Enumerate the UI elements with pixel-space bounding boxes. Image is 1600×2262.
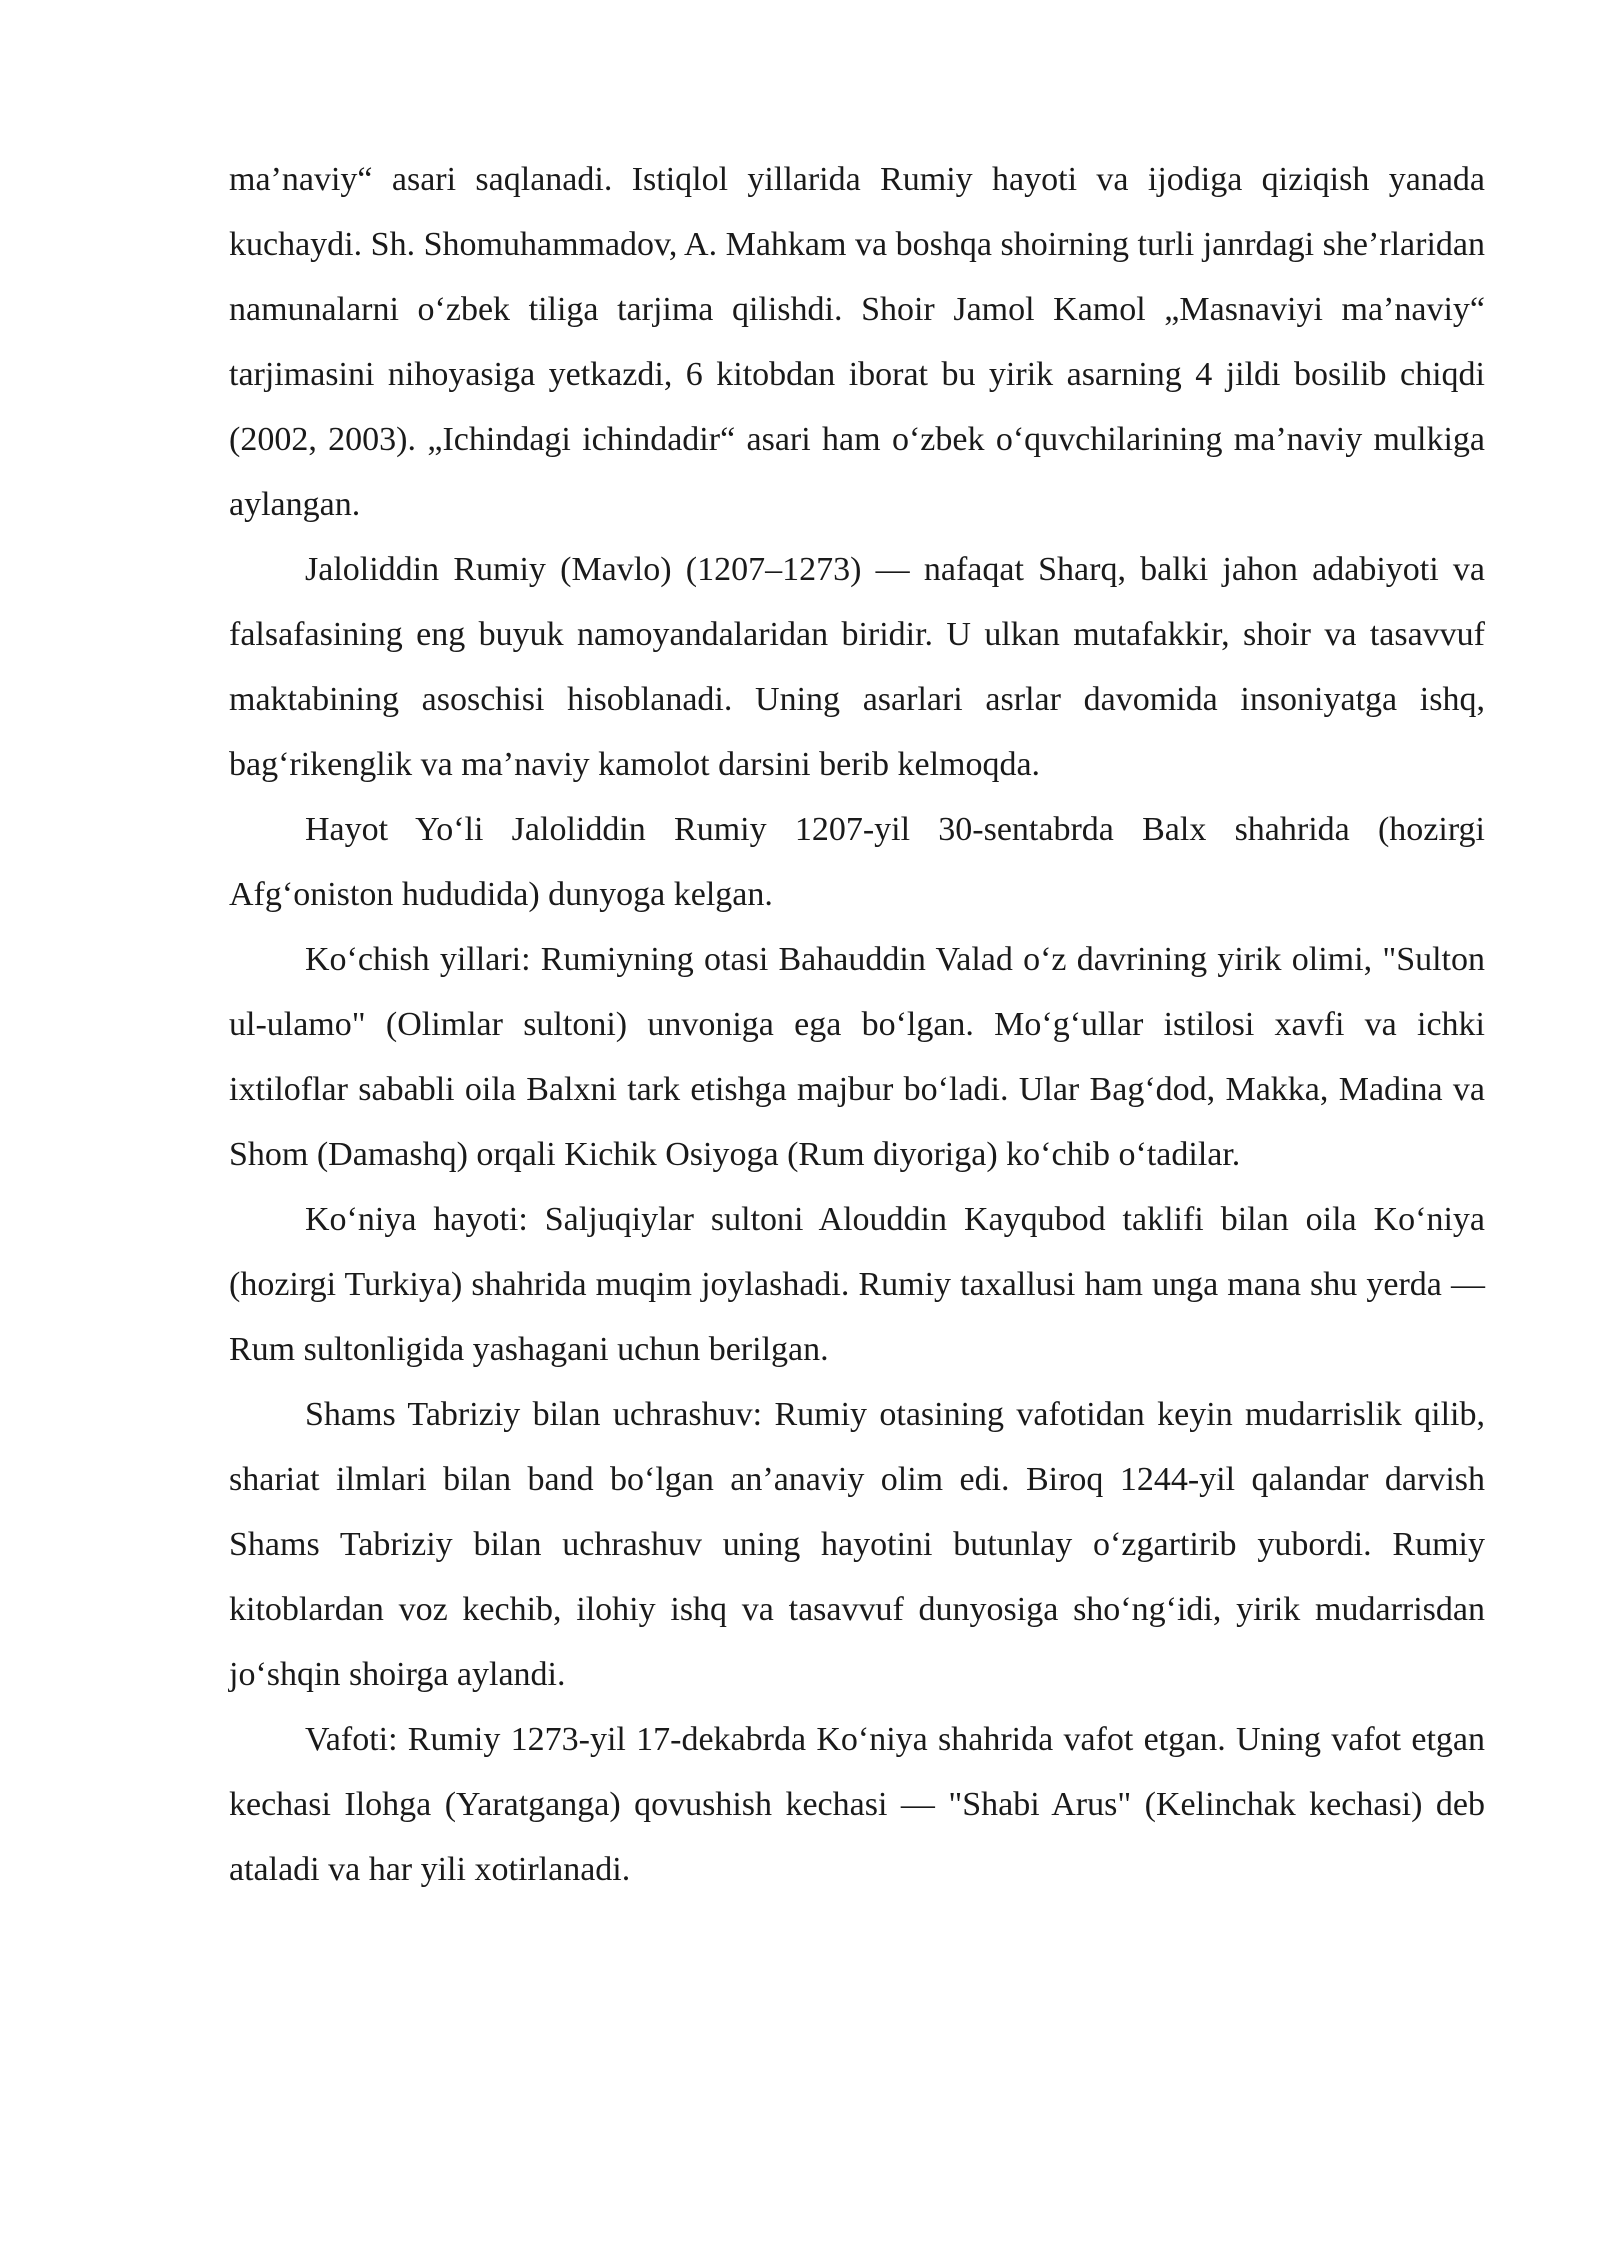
paragraph-shams-tabriziy: Shams Tabriziy bilan uchrashuv: Rumiy otasining vafotidan keyin mudarrislik qilib, shariat ilmlari bilan band bo‘lgan an’anaviy olim edi. Biroq 1244-yil qalandar darvish Shams Tabriziy bilan uchrashuv uning hayotini butunlay o‘zgartirib yubordi. Rumiy kitoblardan voz kechib, ilohiy ishq va tasavvuf dunyosiga sho‘ng‘idi, yirik mudarrisdan jo‘shqin shoirga aylandi. (229, 1396, 1485, 1693)
paragraph-rumiy-intro: Jaloliddin Rumiy (Mavlo) (1207–1273) — nafaqat Sharq, balki jahon adabiyoti va falsafasining eng buyuk namoyandalaridan biridir. U ulkan mutafakkir, shoir va tasavvuf maktabining asoschisi hisoblanadi. Uning asarlari asrlar davomida insoniyatga ishq, bag‘rikenglik va ma’naviy kamolot darsini berib kelmoqda. (229, 551, 1485, 783)
paragraph-koniya-hayoti: Ko‘niya hayoti: Saljuqiylar sultoni Alouddin Kayqubod taklifi bilan oila Ko‘niya (hozirgi Turkiya) shahrida muqim joylashadi. Rumiy taxallusi ham unga mana shu yerda — Rum sultonligida yashagani uchun berilgan. (229, 1201, 1485, 1368)
paragraph-hayot-yoli: Hayot Yo‘li Jaloliddin Rumiy 1207-yil 30-sentabrda Balx shahrida (hozirgi Afg‘oniston hududida) dunyoga kelgan. (229, 811, 1485, 913)
document-body (229, 147, 1485, 1902)
paragraph-vafoti: Vafoti: Rumiy 1273-yil 17-dekabrda Ko‘niya shahrida vafot etgan. Uning vafot etgan kechasi Ilohga (Yaratganga) qovushish kechasi — "Shabi Arus" (Kelinchak kechasi) deb ataladi va har yili xotirlanadi. (229, 1721, 1485, 1888)
paragraph-kochish-yillari: Ko‘chish yillari: Rumiyning otasi Bahauddin Valad o‘z davrining yirik olimi, "Sulton ul-ulamo" (Olimlar sultoni) unvoniga ega bo‘lgan. Mo‘g‘ullar istilosi xavfi va ichki ixtiloflar sababli oila Balxni tark etishga majbur bo‘ladi. Ular Bag‘dod, Makka, Madina va Shom (Damashq) orqali Kichik Osiyoga (Rum diyoriga) ko‘chib o‘tadilar. (229, 941, 1485, 1173)
paragraph-continuation: ma’naviy“ asari saqlanadi. Istiqlol yillarida Rumiy hayoti va ijodiga qiziqish yanada kuchaydi. Sh. Shomuhammadov, A. Mahkam va boshqa shoirning turli janrdagi she’rlaridan namunalarni o‘zbek tiliga tarjima qilishdi. Shoir Jamol Kamol „Masnaviyi ma’naviy“ tarjimasini nihoyasiga yetkazdi, 6 kitobdan iborat bu yirik asarning 4 jildi bosilib chiqdi (2002, 2003). „Ichindagi ichindadir“ asari ham o‘zbek o‘quvchilarining ma’naviy mulkiga aylangan. (229, 161, 1485, 523)
